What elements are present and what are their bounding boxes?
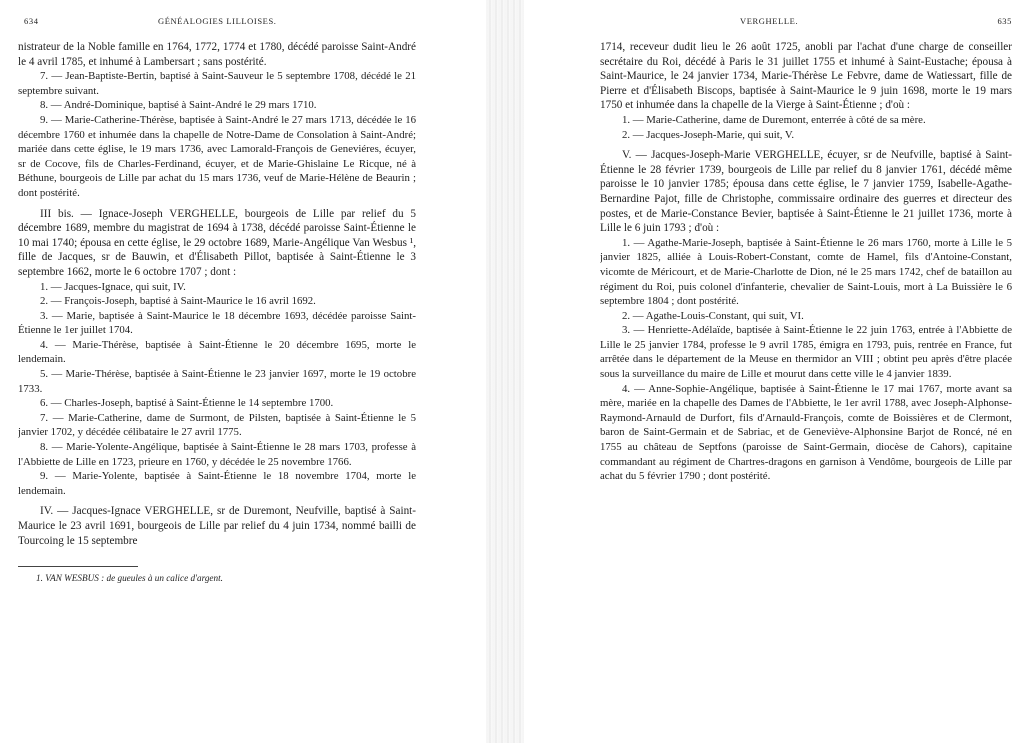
right-page	[600, 0, 1012, 743]
section-paragraph: V. — Jacques-Joseph-Marie VERGHELLE, écuyer, sr de Neufville, baptisé à Saint-Étienne le 28 février 1739, bourgeois de Lille par relief du 8 janvier 1761, décédé même paroisse le 10 janvier 1785; épousa dans cette église, le 7 janvier 1759, Isabelle-Agathe-Bernardine Pajot, fille de Christophe, commissaire ordinaire des guerres et directeur des postes, et de Marie-Constance Bevier, baptisée à Saint-Étienne le 21 juillet 1736, morte à Lille le 6 juin 1793 ; d'où :	[600, 149, 1012, 235]
footnote: 1. VAN WESBUS : de gueules à un calice d'argent.	[36, 573, 223, 584]
left-running-title: GÉNÉALOGIES LILLOISES.	[158, 16, 277, 26]
paragraph: 1714, receveur dudit lieu le 26 août 1725, anobli par l'achat d'une charge de conseiller secrétaire du Roi, décédé à Paris le 31 juillet 1755 et inhumé à Saint-Eustache; épousa à Saint-Maurice, le 24 janvier 1734, Marie-Thérèse Le Febvre, dame de Watiessart, fille de Pierre et d'Élisabeth Biscops, baptisée à Saint-Maurice le 9 juin 1698, morte le 19 mars 1750 et inhumée dans la chapelle de la Vierge à Saint-Étienne ; d'où :	[600, 41, 1012, 112]
list-item: 5. — Marie-Thérèse, baptisée à Saint-Étienne le 23 janvier 1697, morte le 19 octobre 1733.	[18, 368, 416, 395]
right-page-text	[600, 40, 1012, 484]
list-item: 7. — Marie-Catherine, dame de Surmont, de Pilsten, baptisée à Saint-Étienne le 5 janvier 1702, y décédée célibataire le 27 avril 1775.	[18, 411, 416, 439]
right-page-number: 635	[997, 16, 1012, 26]
right-running-head	[600, 16, 1012, 30]
list-item: 4. — Marie-Thérèse, baptisée à Saint-Étienne le 20 décembre 1695, morte le lendemain.	[18, 338, 416, 366]
list-item: 1. — Jacques-Ignace, qui suit, IV.	[40, 280, 186, 293]
list-item: 9. — Marie-Yolente, baptisée à Saint-Étienne le 18 novembre 1704, morte le lendemain.	[18, 470, 416, 497]
book-gutter	[486, 0, 524, 743]
left-running-head	[18, 16, 416, 30]
list-item: 6. — Charles-Joseph, baptisé à Saint-Étienne le 14 septembre 1700.	[40, 397, 334, 410]
section-paragraph: III bis. — Ignace-Joseph VERGHELLE, bourgeois de Lille par relief du 5 décembre 1689, membre du magistrat de 1694 à 1738, décédé paroisse Saint-Étienne le 10 mai 1740; épousa en cette église, le 29 octobre 1689, Marie-Angélique Van Wesbus ¹, fille de Jacques, sr de Bauwin, et d'Élisabeth Pillot, baptisée à Saint-Étienne le 3 septembre 1662, morte le 6 octobre 1707 ; dont :	[18, 207, 416, 278]
list-item: 4. — Anne-Sophie-Angélique, baptisée à Saint-Étienne le 17 mai 1767, morte avant sa mère, mariée en la chapelle des Dames de l'Abbiette, le 1er avril 1788, avec Joseph-Alphonse-Raymond-Arnauld de Durfort, fils d'Arnauld-François, comte de Boissières et de Clermont, baron de Saint-Germain et de Sabriac, et de Geneviève-Alphonsine Barjot de Roncé, né en 1755 au château de Septfons (paroisse de Saint-Germain, diocèse de Cahors), capitaine commandant au régiment de Chartres-dragons en garnison à Vendôme, bourgeois de Lille par achat du 5 février 1790 ; dont postérité.	[600, 382, 1012, 483]
list-item: 3. — Henriette-Adélaïde, baptisée à Saint-Étienne le 22 juin 1763, entrée à l'Abbiette de Lille le 25 janvier 1784, professe le 9 avril 1785, émigra en 1793, puis, rentrée en France, fut arrêtée dans le département de la Meuse en thermidor an VIII ; obtint peu après d'être placée sous la surveillance du maire de Lille et mourut dans cette ville le 4 janvier 1839.	[600, 324, 1012, 381]
left-page-number: 634	[24, 16, 39, 26]
list-item: 1. — Marie-Catherine, dame de Duremont, enterrée à côté de sa mère.	[622, 113, 926, 126]
list-item: 8. — André-Dominique, baptisé à Saint-André le 29 mars 1710.	[40, 99, 317, 112]
list-item: 3. — Marie, baptisée à Saint-Maurice le 18 décembre 1693, décédée paroisse Saint-Étienne le 1er juillet 1704.	[18, 309, 416, 337]
list-item: 2. — Jacques-Joseph-Marie, qui suit, V.	[622, 128, 795, 141]
right-running-title: VERGHELLE.	[740, 16, 799, 26]
list-item: 9. — Marie-Catherine-Thérèse, baptisée à Saint-André le 27 mars 1713, décédée le 16 décembre 1760 et inhumée dans la chapelle de Notre-Dame de Consolation à Saint-André; mariée dans cette église, le 19 mars 1736, avec Lamorald-François de Geneviéres, écuyer, sr de Cocove, fils de Charles-Ferdinand, écuyer, et de Marie-Ghislaine Le Ricque, né à Béthune, bourgeois de Lille par achat du 15 mars 1736, veuf de Marie-Hélène de Beaurin ; dont postérité.	[18, 113, 416, 199]
paragraph: nistrateur de la Noble famille en 1764, 1772, 1774 et 1780, décédé paroisse Saint-André le 4 avril 1785, et inhumé à Lambersart ; sans postérité.	[18, 41, 416, 68]
list-item: 1. — Agathe-Marie-Joseph, baptisée à Saint-Étienne le 26 mars 1760, morte à Lille le 5 janvier 1825, alliée à Louis-Robert-Constant, comte de Hamel, fils d'Antoine-Constant, vicomte de Méricourt, et de Marie-Charlotte de Dion, né le 25 mars 1742, chef de bataillon au régiment du Roi, puis colonel d'infanterie, chevalier de Saint-Louis, mort à La Buissière le 6 septembre 1804 ; dont postérité.	[600, 236, 1012, 308]
footnote-rule	[18, 566, 138, 567]
left-page	[18, 0, 416, 743]
list-item: 2. — Agathe-Louis-Constant, qui suit, VI.	[622, 309, 804, 322]
list-item: 7. — Jean-Baptiste-Bertin, baptisé à Saint-Sauveur le 5 septembre 1708, décédé le 21 septembre suivant.	[18, 70, 416, 97]
list-item: 2. — François-Joseph, baptisé à Saint-Maurice le 16 avril 1692.	[40, 295, 316, 308]
list-item: 8. — Marie-Yolente-Angélique, baptisée à Saint-Étienne le 28 mars 1703, professe à l'Abbiette de Lille en 1723, prieure en 1760, y décédée le 25 novembre 1766.	[18, 441, 416, 468]
left-page-text	[18, 40, 416, 548]
section-paragraph: IV. — Jacques-Ignace VERGHELLE, sr de Duremont, Neufville, baptisé à Saint-Maurice le 23 avril 1691, bourgeois de Lille par relief du 4 juin 1734, nommé bailli de Tourcoing le 15 septembre	[18, 505, 416, 547]
